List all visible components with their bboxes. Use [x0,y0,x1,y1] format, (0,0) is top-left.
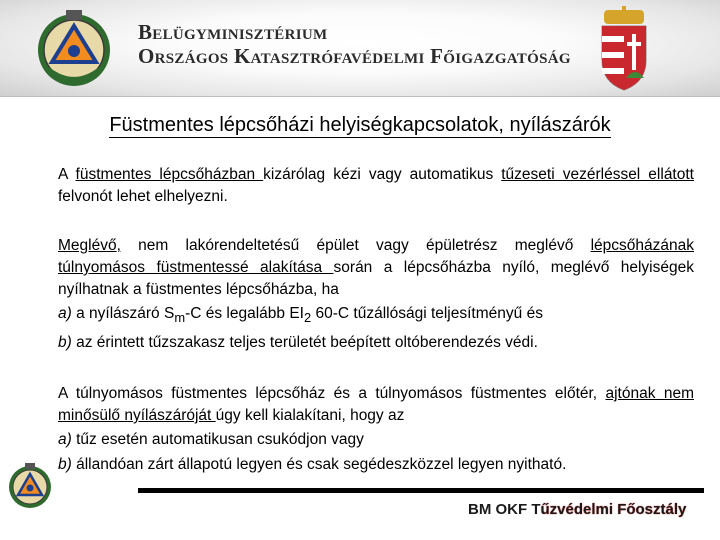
org-line-1: Belügyminisztérium [138,20,328,44]
footer-label [468,501,686,518]
footer-label-rest: űzvédelmi Főosztály [540,501,687,518]
paragraph-1 [31,164,694,208]
p3-item-a-label: a) [58,431,72,448]
p2-item-a-label: a) [58,305,72,322]
p2-text-1: nem lakórendeltetésű épület vagy épületrész meglévő [120,237,591,254]
p3-text-1: A túlnyomásos füstmentes lépcsőház és a túlnyomásos füstmentes előtér, [58,385,606,402]
hungarian-coat-of-arms-icon [596,6,652,92]
slide-title [0,114,720,138]
p3-underline-1: ajtónak nem minősülő nyílászáróját [58,385,694,424]
header-banner [0,0,720,97]
fire-service-emblem-icon [34,8,114,88]
p2-underline-2: lépcsőházának túlnyomásos füstmentessé alakítása [58,237,694,276]
p2-item-b [31,330,694,355]
p1-underline-2: tűzeseti vezérléssel ellátott [501,166,694,183]
p3-item-b-label: b) [58,456,72,473]
p1-underline-1: füstmentes lépcsőházban [75,166,264,183]
p1-text-2: kizárólag kézi vagy automatikus [263,166,502,183]
org-line-2: Országos Katasztrófavédelmi Főigazgatóság [138,44,571,68]
p3-text-2: úgy kell kialakítani, hogy az [215,407,405,424]
p2-text-2: során a lépcsőházba nyíló, meglévő helyiségek nyílhatnak a füstmentes lépcsőházba, ha [58,259,694,298]
paragraph-2 [31,235,694,355]
p1-text-1: A [58,166,76,183]
p2-item-b-label: b) [58,334,72,352]
paragraph-3 [31,383,694,477]
footer-divider [138,488,704,493]
fire-service-emblem-small-icon [6,462,54,510]
p2-item-a-sub-2: 2 [304,310,312,326]
p3-item-b-text: állandóan zárt állapotú legyen és csak segédeszközzel legyen nyitható. [71,456,567,473]
p2-item-a-sub-1: m [174,310,186,326]
p2-item-a [31,301,694,330]
p3-item-a-text: tűz esetén automatikusan csukódjon vagy [71,431,364,448]
p2-underline-1: Meglévő, [58,237,121,254]
p3-item-a [31,427,694,452]
p2-item-a-text-1: a nyílászáró S [71,305,175,322]
slide-title-text: Füstmentes lépcsőházi helyiségkapcsolatok, nyílászárók [109,114,611,136]
p2-item-a-text-2: -C és legalább EI [185,305,304,322]
p2-item-a-text-3: 60-C tűzállósági teljesítményű és [311,305,543,322]
footer-label-prefix: BM OKF T [468,501,541,518]
p2-item-b-text: az érintett tűzszakasz teljes területét beépített oltóberendezés védi. [71,334,538,352]
p3-item-b [31,452,694,477]
p1-text-3: felvonót lehet elhelyezni. [58,188,228,205]
